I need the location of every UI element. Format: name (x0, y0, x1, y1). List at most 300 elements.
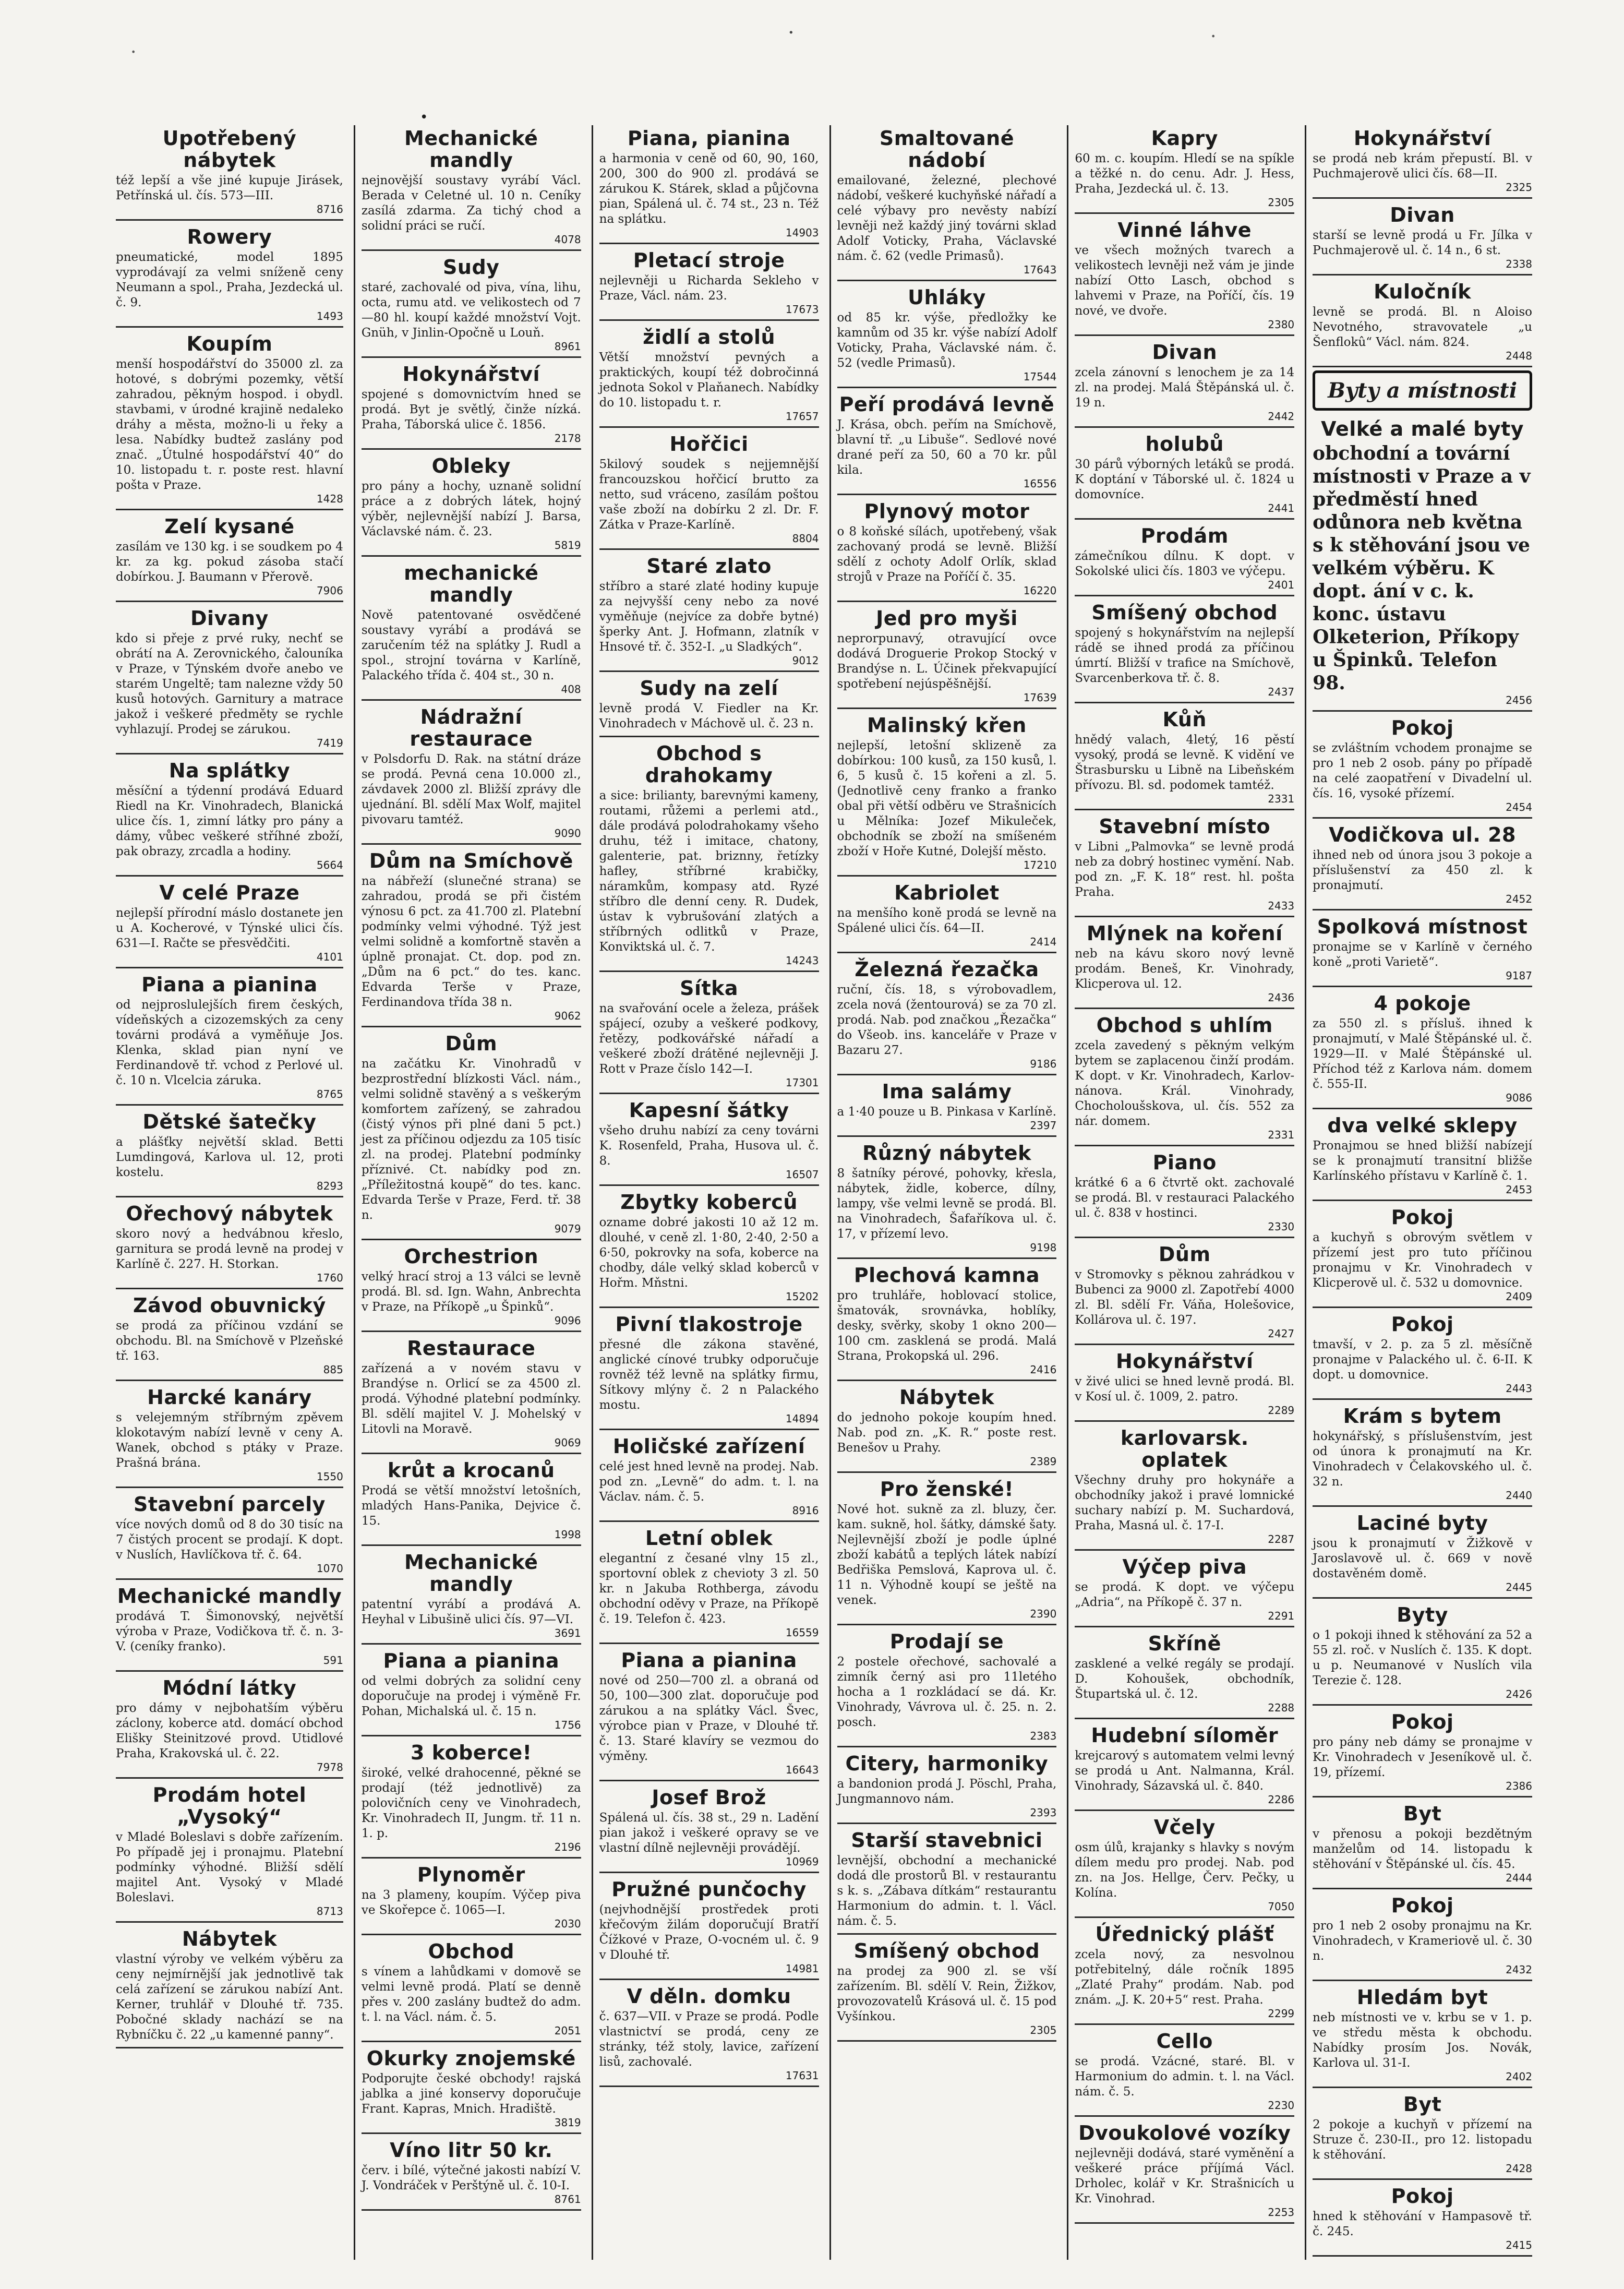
ad-text: více nových domů od 8 do 30 tisíc na 7 čistých procent se prodají. K dopt. v Nuslích, Havlíčkova tř. č. 64. (116, 1518, 343, 1562)
ad-title: Malinský křen (867, 714, 1027, 737)
ad-title: holubů (1145, 433, 1224, 456)
ad-number: 2178 (554, 432, 581, 445)
classified-ad (1313, 1602, 1532, 1706)
ad-number: 15202 (785, 1290, 819, 1303)
ad-number: 408 (561, 683, 581, 696)
ad-text: se prodá. K dopt. ve výčepu „Adria“, na Příkopě č. 37 n. (1075, 1580, 1295, 1609)
ad-text: Pronajmou se hned bližší nabízejí se k pronajmutí transitní bližše Karlínského přístavu v Karlíně č. 1. (1313, 1139, 1532, 1183)
column-6 (1305, 125, 1537, 2260)
classified-ad (116, 972, 343, 1106)
ad-text: pro dámy v nejbohatším výběru záclony, koberce atd. domácí obchod Elišky Steinitzové provd. Utidlové Praha, Krakovská ul. č. 22. (116, 1701, 343, 1760)
ad-text: staré, zachovalé od piva, vína, lihu, octa, rumu atd. ve velikostech od 7—80 hl. koupí každé množství Vojt. Gnüh, v Jinlin-Opočně u Louň. (361, 281, 581, 340)
classified-ad (1313, 1311, 1532, 1400)
ad-text: na menšího koně prodá se levně na Spálené ulici čís. 64—II. (837, 906, 1057, 935)
ad-title: Orchestrion (404, 1245, 539, 1268)
ad-title: V celé Praze (159, 881, 300, 904)
ad-title: Plynoměr (417, 1863, 525, 1886)
classified-ad (116, 1292, 343, 1381)
ad-title: 3 koberce! (411, 1741, 532, 1764)
classified-ad (1075, 1425, 1294, 1551)
classified-ad (1313, 1403, 1532, 1507)
ad-title: Kůň (1162, 708, 1207, 731)
ad-text: se prodá. Vzácné, staré. Bl. v Harmonium do admin. t. l. na Václ. nám. č. 5. (1075, 2055, 1295, 2099)
classified-ad (362, 1335, 581, 1454)
ad-title: Divany (190, 607, 269, 630)
ad-number: 2389 (1030, 1455, 1057, 1468)
ad-text: hokynářský, s příslušenstvím, jest od února k pronajmutí na Kr. Vinohradech v Čelakovského ul. č. 32 n. (1313, 1430, 1532, 1489)
classified-ad (1313, 1801, 1532, 1889)
ad-title: Prodají se (889, 1630, 1004, 1653)
classified-ad (116, 125, 343, 221)
ad-number: 17544 (1023, 370, 1057, 383)
ad-title: Mechanické mandly (404, 1551, 538, 1596)
ad-number: 2286 (1268, 1793, 1295, 1806)
ad-number: 1756 (554, 1719, 581, 1731)
ad-number: 7978 (316, 1761, 343, 1773)
ad-text: se prodá neb krám přepustí. Bl. v Puchmajerově ulici čís. 68—II. (1313, 152, 1532, 181)
classified-ad (837, 880, 1057, 953)
ad-number: 14894 (785, 1412, 819, 1425)
ad-number: 5664 (316, 859, 343, 871)
classified-ad (1075, 920, 1294, 1009)
classified-ad (599, 125, 819, 244)
ad-text: s velejemným stříbrným zpěvem klokotavým nabízí levně v ceny A. Wanek, obchod s ptáky v Praze. Prašná brána. (116, 1411, 343, 1470)
classified-ad (116, 331, 343, 510)
ad-number: 1070 (316, 1562, 343, 1575)
ad-number: 2443 (1506, 1382, 1532, 1395)
classified-ad (1313, 202, 1532, 275)
ad-title: Víno litr 50 kr. (390, 2139, 553, 2162)
ad-title: Obleky (431, 454, 511, 477)
classified-ad (1313, 1510, 1532, 1599)
ad-number: 1550 (316, 1470, 343, 1483)
ad-text: se zvláštním vchodem pronajme se pro 1 neb 2 osob. pány po případě na celé zaopatření v Divadelní ul. čís. 16, vysoké přízemí. (1313, 741, 1532, 800)
ad-text: od nejproslulejších firem českých, vídeňských a cizozemských za ceny továrni prodává a vyměňuje Jos. Klenka, sklad pian nyní ve Ferdinandově tř. vchod z Perlové ul. č. 10 n. Vlcelcia záruka. (116, 998, 343, 1087)
ad-title: karlovarsk. oplatek (1120, 1427, 1249, 1471)
ad-title: Sudy na zelí (640, 677, 778, 700)
ad-number: 8804 (792, 532, 819, 545)
ad-title: Pokoj (1391, 1710, 1454, 1733)
ad-text: Větší množství pevných a praktických, koupí též dobročinná jednota Sokol v Plaňanech. Nabídky do 10. listopadu t. r. (599, 351, 819, 410)
classified-ad (1313, 1112, 1532, 1201)
ad-title: Dvoukolové vozíky (1078, 2122, 1291, 2144)
ad-title: Staré zlato (646, 555, 772, 578)
ad-number: 16643 (785, 1764, 819, 1776)
ad-title: židlí a stolů (643, 326, 776, 349)
ad-title: Spolková místnost (1317, 915, 1528, 938)
ad-number: 17643 (1023, 263, 1057, 276)
ad-title: Divan (1152, 341, 1218, 364)
ad-title: Mechanické mandly (404, 127, 538, 172)
ad-text: do jednoho pokoje koupím hned. Nab. pod zn. „K. R.“ poste rest. Benešov u Prahy. (837, 1411, 1057, 1455)
ad-title: Sítka (680, 977, 739, 1000)
classified-ad (599, 1876, 819, 1980)
ad-title: Byt (1403, 1802, 1442, 1825)
ad-text: emailované, železné, plechové nádobí, veškeré kuchyňské nářadí a celé výbavy pro nevěsty nabízí levněji než každý jiný továrni sklad Adolf Voticky, Praha, Václavské nám. č. 62 (vedle Primasů). (837, 174, 1057, 263)
ad-text: levně se prodá. Bl. n Aloiso Nevotného, stravovatele „u Šenflokû“ Václ. nám. 824. (1313, 305, 1532, 349)
classified-ad (599, 247, 819, 321)
ad-title: Piana a pianina (621, 1649, 797, 1672)
ad-title: Sudy (443, 256, 500, 279)
ad-title: Včely (1153, 1816, 1216, 1839)
ad-number: 17657 (785, 410, 819, 423)
ad-text: pro truhláře, hoblovací stolice, šmatovák, srovnávka, hoblíky, desky, svěrky, skoby 1 okno 200—100 cm. zasklená se prodá. Malá Strana, Prokopská ul. 296. (837, 1289, 1057, 1363)
classified-ad (1313, 1204, 1532, 1308)
ad-number: 2338 (1506, 258, 1532, 270)
ad-title: Smíšený obchod (853, 1939, 1040, 1962)
ad-number: 2380 (1268, 318, 1295, 331)
classified-ad (599, 1097, 819, 1186)
ad-number: 2390 (1030, 1608, 1057, 1620)
ad-text: osm úlů, krajanky s hlavky s novým dílem medu pro prodej. Nab. pod zn. na Jos. Hellge, Červ. Pečky, u Kolína. (1075, 1841, 1295, 1900)
ad-title: Kuločník (1374, 280, 1471, 303)
ad-number: 17631 (785, 2069, 819, 2082)
classified-ad (1313, 279, 1532, 367)
classified-ad (837, 391, 1057, 495)
ad-text: neb místnosti ve v. krbu se v 1. p. ve středu města k obchodu. Nabídky prosím Jos. Novák, Karlova ul. 31-I. (1313, 2011, 1532, 2070)
ad-title: Nábytek (182, 1927, 277, 1950)
classified-ad (116, 880, 343, 968)
ad-title: Hokynářství (1116, 1350, 1254, 1373)
ad-number: 2432 (1506, 1963, 1532, 1976)
column-3 (592, 125, 824, 2260)
ad-text: a plášťky největší sklad. Betti Lumdingová, Karlova ul. 12, proti kostelu. (116, 1135, 343, 1179)
classified-ad (1075, 1241, 1294, 1345)
ad-title: Pokoj (1391, 1313, 1454, 1336)
ad-title: mechanické mandly (404, 561, 539, 606)
ad-number: 2409 (1506, 1290, 1532, 1303)
classified-ad (837, 125, 1057, 281)
ad-title: Citery, harmoniky (845, 1752, 1049, 1775)
ad-title: Prodám (1140, 524, 1229, 547)
ad-text: a bandonion prodá J. Pöschl, Praha, Jungmannovo nám. (837, 1777, 1057, 1806)
ad-number: 8961 (554, 340, 581, 353)
ad-title: Starší stavebnici (851, 1829, 1043, 1852)
classified-ad (599, 1983, 819, 2087)
ad-title: Výčep piva (1122, 1555, 1247, 1578)
classified-ad (837, 1628, 1057, 1747)
classified-ad (599, 1189, 819, 1308)
ad-number: 9079 (554, 1223, 581, 1235)
ad-text: jsou k pronajmutí v Žižkově v Jaroslavově ul. č. 669 v nově dostavěném domě. (1313, 1537, 1532, 1580)
classified-ad (116, 1583, 343, 1672)
ad-title: Pokoj (1391, 1894, 1454, 1917)
ad-title: krůt a krocanů (387, 1459, 555, 1482)
ad-text: nejnovější soustavy vyrábí Václ. Berada v Celetné ul. 10 n. Ceníky zasílá zdarma. Za tichý chod a solidní práci se ručí. (361, 174, 581, 233)
ad-text: velký hrací stroj a 13 válci se levně prodá. Bl. sd. Ign. Wahn, Anbrechta v Praze, na Příkopě „u Špinků“. (361, 1270, 581, 1314)
ad-title: 4 pokoje (1374, 992, 1471, 1015)
classified-ad (837, 712, 1057, 877)
ad-title: Koupím (186, 332, 273, 355)
classified-ad (599, 553, 819, 672)
ad-number: 9096 (554, 1314, 581, 1327)
ad-number: 9086 (1506, 1092, 1532, 1104)
ad-text: a kuchyň s obrovým světlem v přízemí jest pro tuto příčinou pronajmu v Kr. Vinohradech v Klicperově ul. č. 532 u domovnice. (1313, 1231, 1532, 1290)
ad-text: zasklené a velké regály se prodají. D. Kohoušek, obchodník, Štupartská ul. č. 12. (1075, 1657, 1295, 1701)
ad-title: Zelí kysané (164, 515, 295, 538)
ad-title: Divan (1390, 203, 1455, 226)
ad-number: 9187 (1506, 969, 1532, 982)
ad-number: 2415 (1506, 2239, 1532, 2251)
ad-text: neprorpunavý, otravující ovce dodává Droguerie Prokop Stocký v Brandýse n. L. Účinek překvapující spotřebení nejúspěšnější. (837, 632, 1057, 691)
ad-text: levnější, obchodní a mechanické dodá dle prostorů Bl. v restaurantu s k. s. „Zábava dítkám“ restaurantu Harmonium do admin. t. l. Václ. nám. č. 5. (837, 1854, 1057, 1928)
ad-number: 2444 (1506, 1872, 1532, 1884)
classified-ad (1075, 706, 1294, 810)
ad-title: Pružné punčochy (611, 1878, 807, 1901)
ad-title: Kabriolet (894, 881, 1000, 904)
classified-ad (1075, 1722, 1294, 1811)
ad-text: a 1·40 pouze u B. Pinkasa v Karlíně. (837, 1105, 1056, 1119)
ad-title: Kapry (1151, 127, 1218, 150)
classified-ad (362, 848, 581, 1027)
ad-number: 591 (323, 1654, 343, 1667)
ad-number: 9090 (554, 827, 581, 840)
classified-ad (1075, 2120, 1294, 2224)
ad-number: 2287 (1268, 1533, 1295, 1545)
ad-number: 16556 (1023, 477, 1057, 490)
ad-text: v živé ulici se hned levně prodá. Bl. v Kosí ul. č. 1009, 2. patro. (1075, 1375, 1295, 1404)
ad-title: Mlýnek na koření (1086, 922, 1283, 945)
classified-ad (362, 1030, 581, 1240)
classified-ad (362, 1457, 581, 1546)
classified-ad (599, 740, 819, 972)
ad-text: Prodá se větší množství letošních, mladých Hans-Panika, Dejvice č. 15. (361, 1484, 581, 1528)
classified-ad (1075, 1921, 1294, 2025)
ad-number: 2331 (1268, 793, 1295, 805)
classified-ad (837, 1384, 1057, 1473)
classified-ad (599, 1647, 819, 1781)
ad-title: Pletací stroje (633, 249, 785, 272)
ad-number: 885 (323, 1363, 343, 1376)
classified-ad (362, 1648, 581, 1736)
classified-ad (1075, 217, 1294, 336)
ad-title: Pokoj (1391, 1206, 1454, 1229)
ad-text: Podporujte české obchody! rajská jablka a jiné konservy doporučuje Frant. Kapras, Mnich. Hradiště. (361, 2072, 581, 2116)
ad-number: 2453 (1506, 1183, 1532, 1196)
classified-ad (1313, 125, 1532, 199)
ad-title: Uhláky (908, 286, 986, 309)
classified-ad (362, 254, 581, 358)
ad-title: Piana a pianina (383, 1649, 559, 1672)
ad-number: 2448 (1506, 350, 1532, 362)
ad-text: Nově patentované osvědčené soustavy vyrábí a prodává se zaručením též na splátky J. Rudl a spol., strojní továrna v Karlíně, Palackého třída č. 404 st., 30 n. (361, 608, 581, 682)
ad-number: 2196 (554, 1841, 581, 1853)
classified-ad (1313, 990, 1532, 1109)
ad-number: 5819 (554, 539, 581, 552)
ad-title: Různý nábytek (862, 1142, 1031, 1165)
page-mark-dot: • (420, 110, 428, 125)
classified-ad (362, 1862, 581, 1935)
classified-ad (1313, 715, 1532, 819)
ad-title: Upotřebený nábytek (162, 127, 297, 172)
classified-ad (362, 1549, 581, 1645)
ad-number: 17210 (1023, 859, 1057, 871)
ad-title: Kapesní šátky (629, 1099, 789, 1122)
ad-title: Byt (1403, 2093, 1442, 2116)
classified-ad (1075, 1631, 1294, 1719)
classified-ad (837, 498, 1057, 602)
ad-text: 60 m. c. koupím. Hledí se na spíkle a těžké n. do cenu. Adr. J. Hess, Praha, Jezdecká ul. č. 13. (1075, 152, 1295, 196)
classified-ad (362, 560, 581, 701)
ad-title: Piana a pianina (141, 973, 318, 996)
ad-title: Pro ženské! (880, 1478, 1014, 1501)
ad-title: Laciné byty (1356, 1512, 1488, 1535)
ad-text: na svařování ocele a železa, prášek spájecí, ozuby a veškeré podkovy, řetězy, podkovářské nářadí a veškeré zboží drátěné nejlevněji J. Rott v Praze číslo 142—I. (599, 1002, 819, 1076)
ad-number: 7906 (316, 584, 343, 597)
ad-text: se prodá za příčinou vzdání se obchodu. Bl. na Smíchově v Plzeňské tř. 163. (116, 1319, 343, 1363)
classified-ad (837, 1262, 1057, 1381)
classified-ad (599, 431, 819, 550)
ad-number: 2383 (1030, 1730, 1057, 1742)
ad-title: Dům (445, 1032, 498, 1055)
classified-ad (1075, 1149, 1294, 1238)
classified-ad (599, 1525, 819, 1644)
ad-number: 9069 (554, 1436, 581, 1449)
classified-ad (1075, 1814, 1294, 1918)
ad-text: nejlepší, letošní sklizeně za dobírkou: 100 kusů, za 150 kusů, l. 6, 5 kusů č. 15 kořeni a zl. 5. (Jednotlivě ceny franko a franko obal při větší odběru ve Strašnicích u Mělníka: Jozef Mikuleček, obchodník se zboží na smíšeném zboží v Hoře Kutné, Dolejší město. (837, 739, 1057, 858)
ad-text: tmavší, v 2. p. za 5 zl. měsíčně pronajme v Palackého ul. č. 6-II. K dopt. u domovnice. (1313, 1338, 1532, 1382)
ad-text: 5kilový soudek s nejjemnější francouzskou hořčicí brutto za netto, sud vráceno, zasílám poštou vaše zboží na dobírku 2 zl. Dr. F. Zátka v Praze-Karlíně. (599, 458, 819, 532)
ad-number: 2441 (1268, 502, 1295, 514)
classified-ad (599, 1311, 819, 1430)
ad-text: na nábřeží (slunečné strana) se zahradou, prodá se při čistém výnosu 6 pct. za 41.700 zl. Platební podmínky velmi výhodné. Týž jest velmi solidně a komfortně stavěn a úplně pronajat. Ct. dop. pod zn. „Dům na 6 pct.“ do tes. kanc. Edvarda Terše v Praze, Ferdinandova třída 38 n. (361, 874, 581, 1009)
ad-number: 16559 (785, 1626, 819, 1639)
classified-ad (837, 284, 1057, 388)
ad-number: 2401 (1268, 579, 1295, 591)
ad-number: 2305 (1030, 2024, 1057, 2036)
ad-title: Piana, pianina (627, 127, 791, 150)
ad-number: 17673 (785, 303, 819, 316)
ad-number: 14903 (785, 226, 819, 239)
ad-number: 17301 (785, 1076, 819, 1089)
ad-text: v Polsdorfu D. Rak. na státní dráze se prodá. Pevná cena 10.000 zl., závdavek 2000 zl. Bližší zprávy dle ujednání. Bl. sdělí Max Wolf, majitel pivovaru tamtéž. (361, 752, 581, 826)
ad-text: ve všech možných tvarech a velikostech levněji než vám je jinde nabízí Otto Lasch, obchod s lahvemi v Praze, na Poříčí, čís. 19 nové, ve dvoře. (1075, 244, 1295, 318)
classified-ad (1313, 1984, 1532, 2088)
ad-number: 2433 (1268, 900, 1295, 912)
classified-ad (362, 453, 581, 557)
ad-title: Prodám hotel „Vysoký“ (152, 1783, 307, 1828)
ad-text: nejlevněji dodává, staré vyměnění a veškeré práce příjímá Václ. Drholec, kolář v Kr. Strašnicích u Kr. Vinohrad. (1075, 2147, 1295, 2206)
classified-ad (362, 125, 581, 251)
ad-number: 8761 (554, 2193, 581, 2206)
ad-number: 2253 (1268, 2206, 1295, 2219)
ad-title: Nádražní restaurace (410, 705, 533, 750)
ad-number: 9186 (1030, 1058, 1057, 1070)
ad-title: Plechová kamna (853, 1264, 1040, 1287)
ad-text: J. Krása, obch. peřím na Smíchově, blavní tř. „u Libuše“. Sedlové nové drané peří za 50, 60 a 70 kr. půl kila. (837, 418, 1057, 477)
ad-text: zařízená a v novém stavu v Brandýse n. Orlicí se za 4500 zl. prodá. Výhodné platební podmínky. Bl. sdělí majitel V. J. Mohelský v Litovli na Moravě. (361, 1362, 581, 1436)
classified-ad (599, 1784, 819, 1873)
section-header: Byty a místnosti (1313, 370, 1532, 411)
ad-text: nové od 250—700 zl. a obraná od 50, 100—300 zlat. doporučuje pod zárukou a na splátky Václ. Švec, výrobce pian v Praze, v Dlouhé tř. č. 13. Staré klavíry se vezmou do výměny. (599, 1674, 819, 1763)
ad-text: nejlevněji u Richarda Sekleho v Praze, Václ. nám. 23. (599, 274, 819, 303)
ad-title: Obchod (428, 1940, 514, 1963)
ad-text: nejlepší přírodní máslo dostanete jen u A. Kocherové, v Týnské ulici čís. 631—I. Račte se přesvědčiti. (116, 906, 343, 950)
ad-text: s vínem a lahůdkami v domově se velmi levně prodá. Platí se denně přes v. 200 zaslány budtež do adm. t. l. na Václ. nám. č. 5. (361, 1965, 581, 2024)
ad-number: 2330 (1268, 1220, 1295, 1233)
ad-number: 2454 (1506, 801, 1532, 813)
ad-text: od 85 kr. výše, předložky ke kamnům od 35 kr. výše nabízí Adolf Voticky, Praha, Václavské nám. č. 52 (vedle Primasů). (837, 311, 1057, 370)
ad-number: 2436 (1268, 991, 1295, 1004)
ad-title: Smíšený obchod (1091, 601, 1278, 624)
ad-text: stříbro a staré zlaté hodiny kupuje za nejvyšší ceny nebo za nové vyměňuje (nejvíce za dobře bytné) šperky Ant. J. Hofmann, zlatník v Hnsové tř. č. 352-I. „u Sladkých“. (599, 580, 819, 654)
ad-title: Josef Brož (652, 1786, 766, 1809)
classified-ad (837, 605, 1057, 709)
ad-text: široké, velké drahocenné, pěkné se prodají (též jednotlivě) za polovičních ceny ve Vinohradech, Kr. Vinohradech II, Jungm. tř. 11 n. 1. p. (361, 1766, 581, 1840)
ad-number: 4078 (554, 233, 581, 246)
ad-title: Úřednický plášť (1095, 1923, 1274, 1946)
column-2 (354, 125, 586, 2260)
classified-ad (1075, 339, 1294, 428)
ad-text: zasílám ve 130 kg. i se soudkem po 4 kr. za kg. pokud zásoba stačí dobírkou. J. Baumann v Přerově. (116, 540, 343, 584)
ad-text: spojený s hokynářstvím na nejlepší rádě se ihned prodá za příčinou úmrtí. Bližší v trafice na Smíchově, Svarcenberkova tř. č. 8. (1075, 626, 1295, 685)
classified-ad (599, 975, 819, 1094)
ad-number: 2416 (1030, 1363, 1057, 1376)
ad-number: 2305 (1268, 196, 1295, 209)
ad-title: Holičské zařízení (612, 1435, 805, 1458)
classified-ad (1075, 2028, 1294, 2117)
classified-ad (837, 1078, 1057, 1137)
classified-ad (116, 1926, 343, 2048)
ad-title: Obchod s uhlím (1096, 1014, 1273, 1037)
ad-title: Hledám byt (1356, 1986, 1488, 2009)
ad-text: v Mladé Boleslavi s dobře zařízením. Po případě jej i pronajmu. Platební podmínky výhodné. Bližší sdělí majitel Ant. Vysoký v Mladé Boleslavi. (116, 1830, 343, 1904)
classified-ad (116, 224, 343, 328)
classified-ad (1313, 822, 1532, 910)
ad-title: Železná řezačka (855, 958, 1039, 981)
ad-title: Smaltované nádobí (879, 127, 1014, 172)
newspaper-page (116, 125, 1537, 2251)
ad-text: spojené s domovnictvím hned se prodá. Byt je světlý, činže nízká. Praha, Táborská ulice č. 1856. (361, 388, 581, 432)
ad-text: Nové hot. sukně za zl. bluzy, čer. kam. sukně, hol. šátky, dámské šaty. Nejlevnější zboží je podle úplné zboží kabátů a teplých látek nabízí Bedřiška Pemslová, Kaprova ul. č. 11 n. Výhodně koupí se ještě na venek. (837, 1503, 1057, 1607)
ad-number: 14981 (785, 1962, 819, 1975)
ad-text: neb na kávu skoro nový levně prodám. Beneš, Kr. Vinohrady, Klicperova ul. 12. (1075, 947, 1295, 991)
ad-text: hnědý valach, 4letý, 16 pěstí vysoký, prodá se levně. K vidění ve Štrasbursku u Libně na Libeňském přívozu. Bl. sd. podomek tamtéž. (1075, 733, 1295, 792)
ad-number: 2051 (554, 2024, 581, 2037)
ad-title: Rowery (187, 225, 272, 248)
classified-ad (362, 2045, 581, 2134)
ad-number: 1998 (554, 1528, 581, 1541)
ad-text: krejcarový s automatem velmi levný se prodá u Ant. Nalmanna, Král. Vinohrady, Sázavská ul. č. 840. (1075, 1749, 1295, 1793)
ad-title: Hudební síloměr (1091, 1724, 1279, 1747)
ad-text: celé jest hned levně na prodej. Nab. pod zn. „Levně“ do adm. t. l. na Václav. nám. č. 5. (599, 1460, 819, 1504)
ad-title: Nábytek (899, 1386, 994, 1409)
ad-number: 2030 (554, 1918, 581, 1930)
ad-title: Hořčici (669, 433, 749, 456)
ad-text: vlastní výroby ve velkém výběru za ceny nejmírnější jak jednotlivě tak celá zařízení se zárukou nabízí Ant. Kerner, truhlář v Dlouhé tř. 735. Pobočné sklady nachází se na Rybníčku č. 22 „u kamenné panny“. (116, 1952, 343, 2042)
ad-number: 1428 (316, 493, 343, 505)
classified-ad (116, 1384, 343, 1488)
classified-ad (362, 1938, 581, 2042)
ad-number: 16507 (785, 1168, 819, 1181)
ad-title: Byty (1397, 1603, 1448, 1626)
classified-ad (1313, 1892, 1532, 1981)
classified-ad (362, 1243, 581, 1332)
ad-title: Zbytky koberců (620, 1191, 798, 1214)
ad-number: 2289 (1268, 1404, 1295, 1417)
classified-ad (837, 1751, 1057, 1824)
ad-number: 2440 (1506, 1489, 1532, 1502)
classified-ad (837, 1938, 1057, 2042)
ad-number: 7050 (1268, 1900, 1295, 1913)
ad-title: Cello (1156, 2030, 1213, 2053)
ad-text: zámečníkou dílnu. K dopt. v Sokolské ulici čís. 1803 ve výčepu. (1075, 549, 1295, 578)
classified-ad (1075, 1012, 1294, 1146)
ad-number: 7419 (316, 737, 343, 749)
ad-text: krátké 6 a 6 čtvrtě okt. zachovalé se prodá. Bl. v restauraci Palackého ul. č. 838 v hostinci. (1075, 1176, 1295, 1220)
ad-title: Na splátky (169, 759, 291, 782)
ad-number: 9062 (554, 1010, 581, 1022)
